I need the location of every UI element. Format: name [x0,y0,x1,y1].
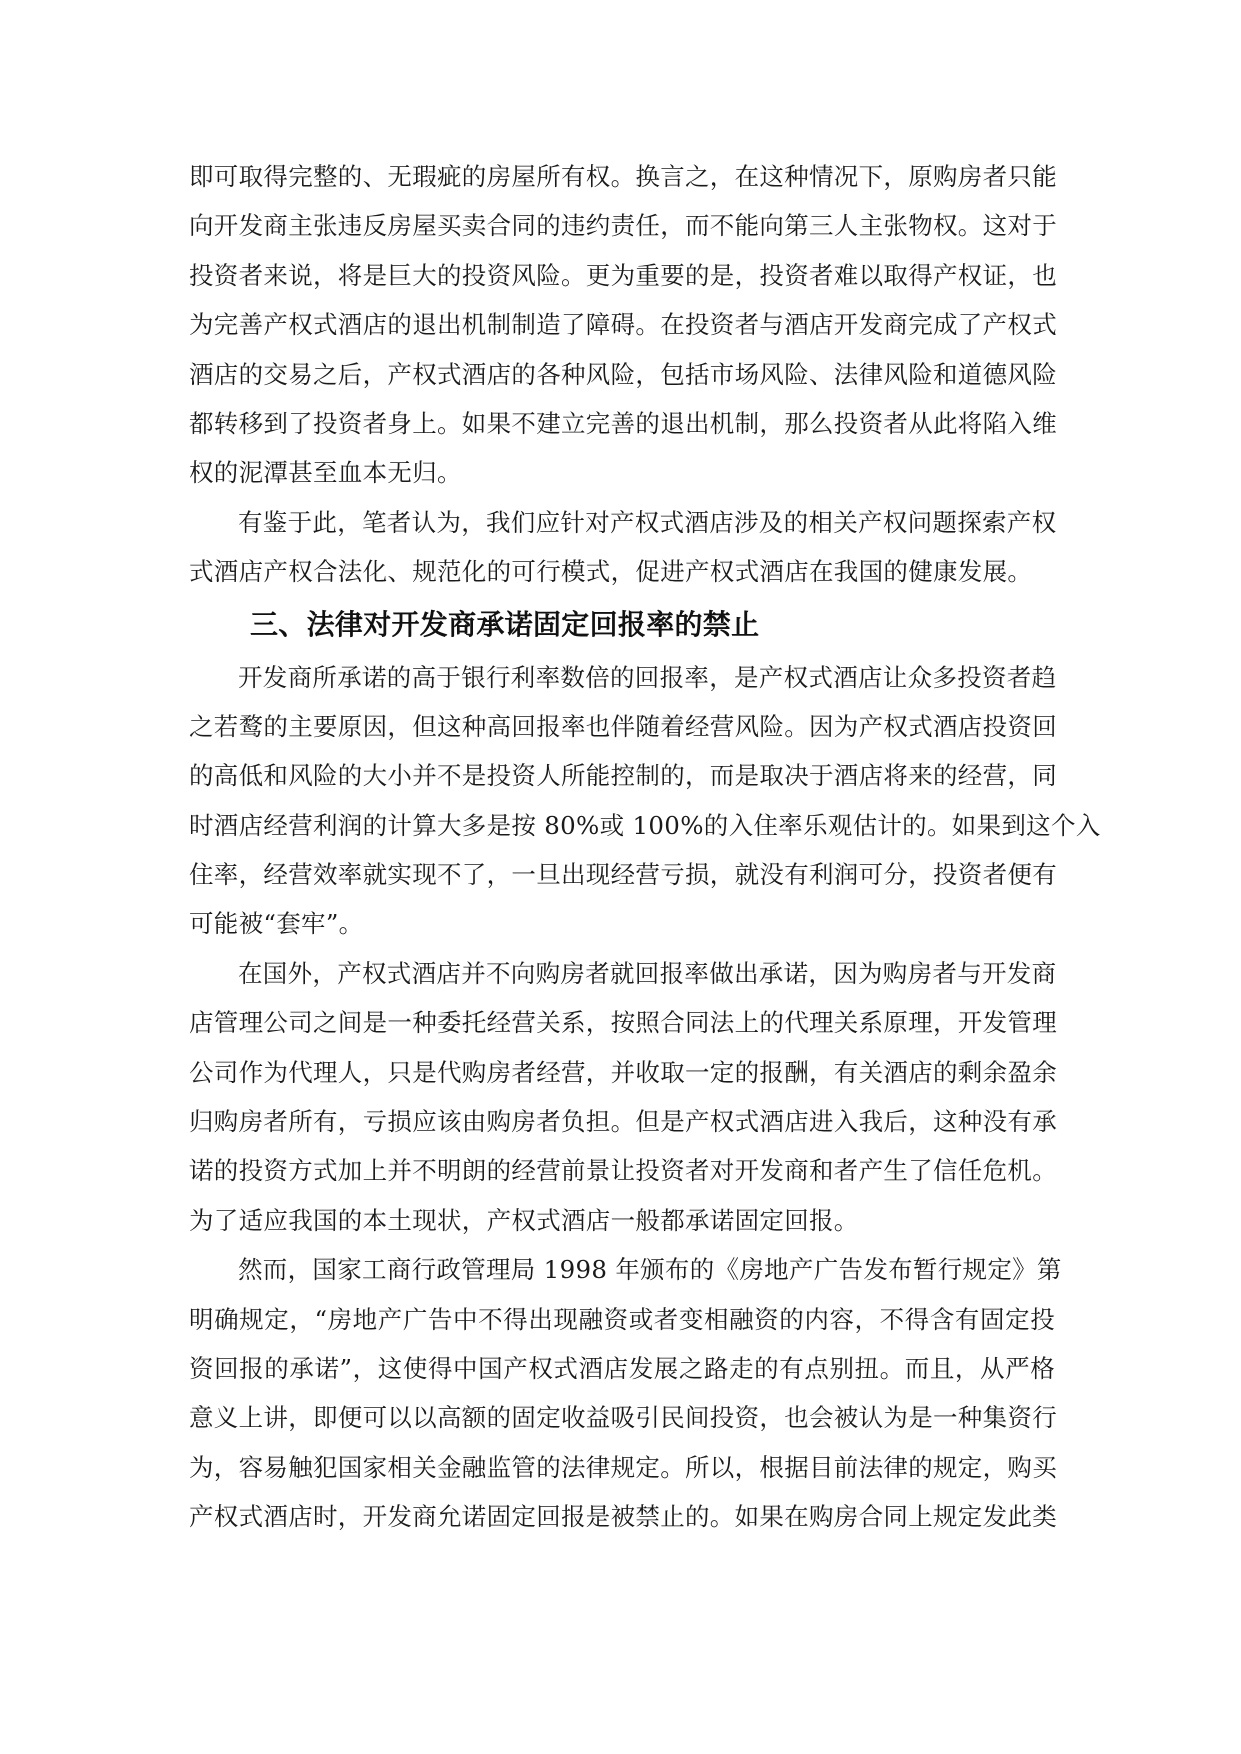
text-line: 酒店的交易之后，产权式酒店的各种风险，包括市场风险、法律风险和道德风险 [189,359,1057,389]
document-body [189,152,1101,1542]
text-line: 之若鹜的主要原因，但这种高回报率也伴随着经营风险。因为产权式酒店投资回 [189,711,1057,741]
text-line: 开发商所承诺的高于银行利率数倍的回报率，是产权式酒店让众多投资者趋 [238,662,1057,692]
paragraph [189,949,1055,1245]
text-line: 归购房者所有，亏损应该由购房者负担。但是产权式酒店进入我后，这种没有承 [189,1107,1057,1137]
text-line: 为，容易触犯国家相关金融监管的法律规定。所以，根据目前法律的规定，购买 [189,1452,1057,1482]
text-line: 为了适应我国的本土现状，产权式酒店一般都承诺固定回报。 [189,1205,859,1235]
text-line: 时酒店经营利润的计算大多是按 80%或 100%的入住率乐观估计的。如果到这个入 [189,810,1101,840]
text-line: 公司作为代理人，只是代购房者经营，并收取一定的报酬，有关酒店的剩余盈余 [189,1057,1057,1087]
text-line: 资回报的承诺”，这使得中国产权式酒店发展之路走的有点别扭。而且，从严格 [189,1353,1055,1383]
text-line: 投资者来说，将是巨大的投资风险。更为重要的是，投资者难以取得产权证，也 [189,260,1057,290]
text-line: 为完善产权式酒店的退出机制制造了障碍。在投资者与酒店开发商完成了产权式 [189,310,1057,340]
paragraph [189,152,1055,498]
text-line: 住率，经营效率就实现不了，一旦出现经营亏损，就没有利润可分，投资者便有 [189,860,1057,890]
text-line: 即可取得完整的、无瑕疵的房屋所有权。换言之，在这种情况下，原购房者只能 [189,162,1057,191]
text-line: 店管理公司之间是一种委托经营关系，按照合同法上的代理关系原理，开发管理 [189,1008,1057,1038]
text-line: 权的泥潭甚至血本无归。 [189,458,462,488]
text-line: 诺的投资方式加上并不明朗的经营前景让投资者对开发商和者产生了信任危机。 [189,1156,1057,1186]
text-line: 产权式酒店时，开发商允诺固定回报是被禁止的。如果在购房合同上规定发此类 [189,1502,1057,1532]
text-line: 式酒店产权合法化、规范化的可行模式，促进产权式酒店在我国的健康发展。 [189,557,1033,587]
section-heading: 三、法律对开发商承诺固定回报率的禁止 [250,607,760,641]
text-line: 有鉴于此，笔者认为，我们应针对产权式酒店涉及的相关产权问题探索产权 [238,507,1057,537]
text-line: 向开发商主张违反房屋买卖合同的违约责任，而不能向第三人主张物权。这对于 [189,211,1057,241]
text-line: 可能被“套牢”。 [189,909,364,939]
paragraph [189,1245,1062,1541]
text-line: 然而，国家工商行政管理局 1998 年颁布的《房地产广告发布暂行规定》第 [238,1255,1062,1285]
text-line: 意义上讲，即便可以以高额的固定收益吸引民间投资，也会被认为是一种集资行 [189,1403,1057,1433]
text-line: 在国外，产权式酒店并不向购房者就回报率做出承诺，因为购房者与开发商 [238,958,1057,988]
text-line: 明确规定，“房地产广告中不得出现融资或者变相融资的内容，不得含有固定投 [189,1304,1055,1334]
paragraph [189,653,1101,949]
paragraph [189,498,1055,597]
text-line: 都转移到了投资者身上。如果不建立完善的退出机制，那么投资者从此将陷入维 [189,408,1057,438]
text-line: 的高低和风险的大小并不是投资人所能控制的，而是取决于酒店将来的经营，同 [189,761,1057,791]
